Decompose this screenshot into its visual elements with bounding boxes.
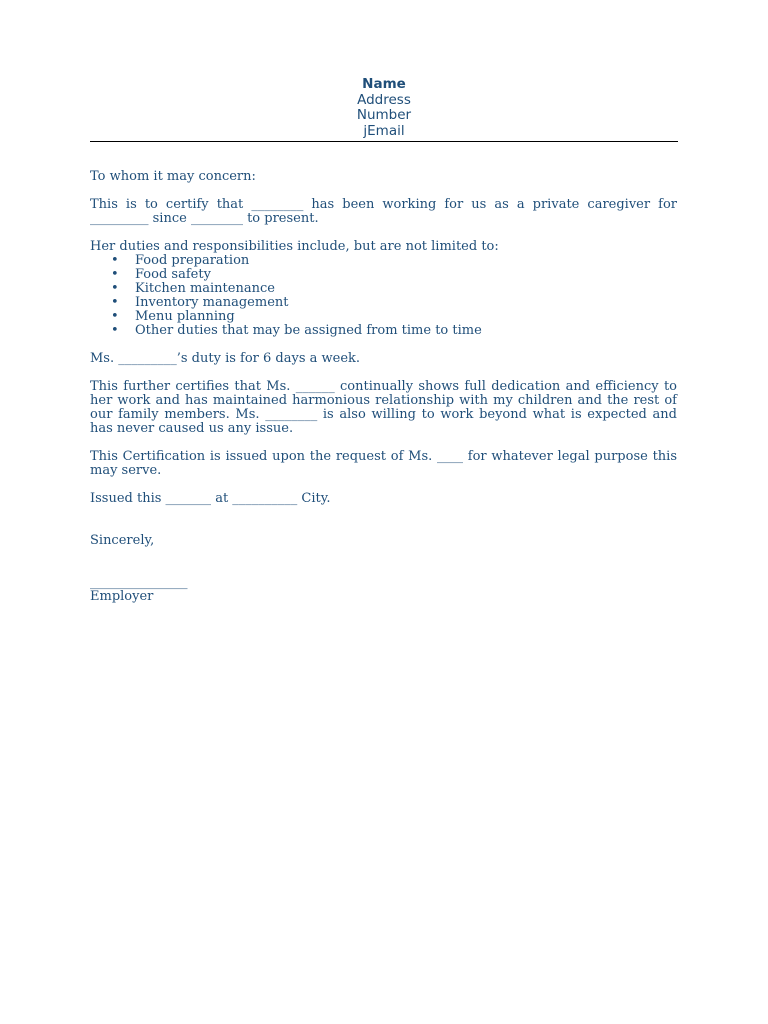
sender-name: Name — [362, 76, 406, 92]
duty-text: Inventory management — [135, 295, 289, 310]
spacer — [90, 562, 677, 576]
bullet-icon: • — [111, 323, 119, 338]
sender-email: jEmail — [363, 122, 405, 139]
duties-list — [90, 254, 677, 338]
certify-paragraph: This is to certify that ________ has been working for us as a private caregiver for _________ since ________ to present. — [90, 197, 677, 226]
duty-text: Menu planning — [135, 309, 235, 324]
duty-text: Other duties that may be assigned from time to time — [135, 323, 482, 338]
sender-number: Number — [356, 107, 412, 123]
bullet-icon: • — [111, 281, 119, 296]
list-item — [90, 296, 677, 310]
request-paragraph: This Certification is issued upon the request of Ms. ____ for whatever legal purpose this may serve. — [90, 449, 677, 478]
spacer — [90, 520, 677, 534]
duties-intro: Her duties and responsibilities include, but are not limited to: — [90, 239, 499, 254]
signature-line: _______________ — [90, 575, 188, 590]
closing: Sincerely, — [90, 533, 155, 548]
letterhead — [90, 77, 678, 139]
bullet-icon: • — [111, 295, 119, 310]
bullet-icon: • — [111, 309, 119, 324]
letter-body — [90, 170, 677, 604]
bullet-icon: • — [111, 253, 119, 268]
schedule-paragraph: Ms. _________’s duty is for 6 days a week. — [90, 351, 361, 366]
header-divider — [90, 141, 678, 142]
bullet-icon: • — [111, 267, 119, 282]
list-item — [90, 254, 677, 268]
salutation: To whom it may concern: — [90, 169, 256, 184]
dedication-paragraph: This further certifies that Ms. ______ continually shows full dedication and efficiency to her work and has maintained harmonious relationship with my children and the rest of our family members. Ms. ________ is also willing to work beyond what is expected and has never caused us any issue. — [90, 379, 677, 436]
list-item — [90, 324, 677, 338]
signer-title: Employer — [90, 589, 154, 604]
duty-text: Food preparation — [135, 253, 250, 268]
list-item — [90, 268, 677, 282]
duty-text: Food safety — [135, 267, 211, 282]
sender-address: Address — [357, 91, 411, 108]
issued-line: Issued this _______ at __________ City. — [90, 491, 331, 506]
list-item — [90, 310, 677, 324]
duty-text: Kitchen maintenance — [135, 281, 275, 296]
list-item — [90, 282, 677, 296]
